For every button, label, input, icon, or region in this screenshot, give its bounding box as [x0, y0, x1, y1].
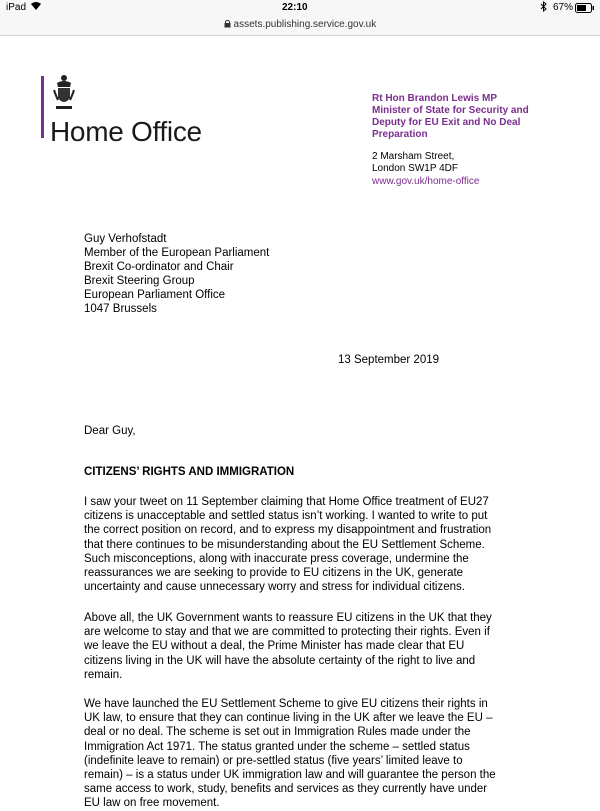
paragraph-line: Immigration Act 1971. The status granted under the scheme – settled status — [84, 740, 470, 753]
lock-icon — [224, 19, 234, 30]
status-bar — [0, 0, 600, 17]
paragraph-line: Above all, the UK Government wants to reassure EU citizens in the UK that they — [84, 612, 492, 624]
paragraph-1 — [84, 495, 534, 594]
battery-icon — [575, 3, 595, 16]
recipient-line: European Parliament Office — [84, 289, 226, 301]
paragraph-line: that there continues to be misunderstanding about the EU Settlement Scheme. — [84, 538, 485, 551]
recipient-address — [84, 232, 269, 316]
sender-address — [372, 151, 458, 175]
minister-line: Minister of State for Security and — [372, 105, 529, 116]
url-text: assets.publishing.service.gov.uk — [233, 19, 377, 30]
paragraph-line: I saw your tweet on 11 September claiming that Home Office treatment of EU27 — [84, 496, 489, 508]
paragraph-line: remain) – is a status under UK immigration law and will guarantee the person the — [84, 769, 496, 782]
minister-line: Deputy for EU Exit and No Deal — [372, 117, 521, 128]
recipient-line: Guy Verhofstadt — [84, 233, 167, 245]
paragraph-line: uncertainty and cause unnecessary worry and stress for individual citizens. — [84, 581, 465, 594]
address-line: 2 Marsham Street, — [372, 151, 455, 162]
clock: 22:10 — [282, 2, 308, 13]
minister-block — [372, 93, 572, 141]
document-page — [0, 36, 600, 810]
recipient-line: Brexit Steering Group — [84, 275, 195, 287]
recipient-line: 1047 Brussels — [84, 303, 157, 315]
minister-line: Preparation — [372, 129, 428, 140]
paragraph-line: the correct position on record, and to express my disappointment and frustration — [84, 524, 492, 537]
wifi-icon — [30, 1, 42, 14]
paragraph-3 — [84, 697, 534, 811]
paragraph-line: We have launched the EU Settlement Scheme to give EU citizens their rights in — [84, 698, 488, 710]
paragraph-line: (indefinite leave to remain) or pre-settled status (five years’ limited leave to — [84, 754, 463, 767]
paragraph-line: reassurances we are seeking to provide to EU citizens in the UK, generate — [84, 567, 464, 580]
paragraph-line: deal or no deal. The scheme is set out in Immigration Rules made under the — [84, 726, 471, 739]
paragraph-line: remain. — [84, 668, 123, 681]
bluetooth-icon — [540, 1, 547, 15]
paragraph-line: citizens living in the UK will have the absolute certainty of the right to live and — [84, 654, 476, 667]
letter-date: 13 September 2019 — [338, 354, 440, 366]
royal-crest-icon — [52, 74, 76, 117]
paragraph-line: EU law on free movement. — [84, 797, 220, 810]
battery-percent: 67% — [553, 2, 574, 13]
paragraph-line: same access to work, study, benefits and services as they currently have under — [84, 783, 488, 796]
recipient-line: Member of the European Parliament — [84, 247, 270, 259]
salutation: Dear Guy, — [84, 425, 136, 437]
address-bar[interactable] — [0, 17, 600, 36]
website-link[interactable]: www.gov.uk/home-office — [372, 176, 480, 187]
paragraph-line: are welcome to stay and that we are committed to protecting their rights. Even if — [84, 626, 490, 639]
paragraph-2 — [84, 611, 534, 682]
org-logo-text: Home Office — [50, 116, 202, 147]
recipient-line: Brexit Co-ordinator and Chair — [84, 261, 234, 273]
logo-accent-bar — [41, 76, 44, 138]
address-line: London SW1P 4DF — [372, 163, 458, 174]
paragraph-line: UK law, to ensure that they can continue living in the UK after we leave the EU – — [84, 712, 493, 725]
minister-line: Rt Hon Brandon Lewis MP — [372, 93, 497, 104]
paragraph-line: we leave the EU without a deal, the Prime Minister has made clear that EU — [84, 640, 465, 653]
letter-heading: CITIZENS’ RIGHTS AND IMMIGRATION — [84, 466, 295, 478]
device-label: iPad — [6, 2, 27, 13]
paragraph-line: citizens is unacceptable and settled status isn’t working. I wanted to write to put — [84, 510, 488, 523]
paragraph-line: Such misconceptions, along with inaccurate press coverage, undermine the — [84, 552, 469, 565]
